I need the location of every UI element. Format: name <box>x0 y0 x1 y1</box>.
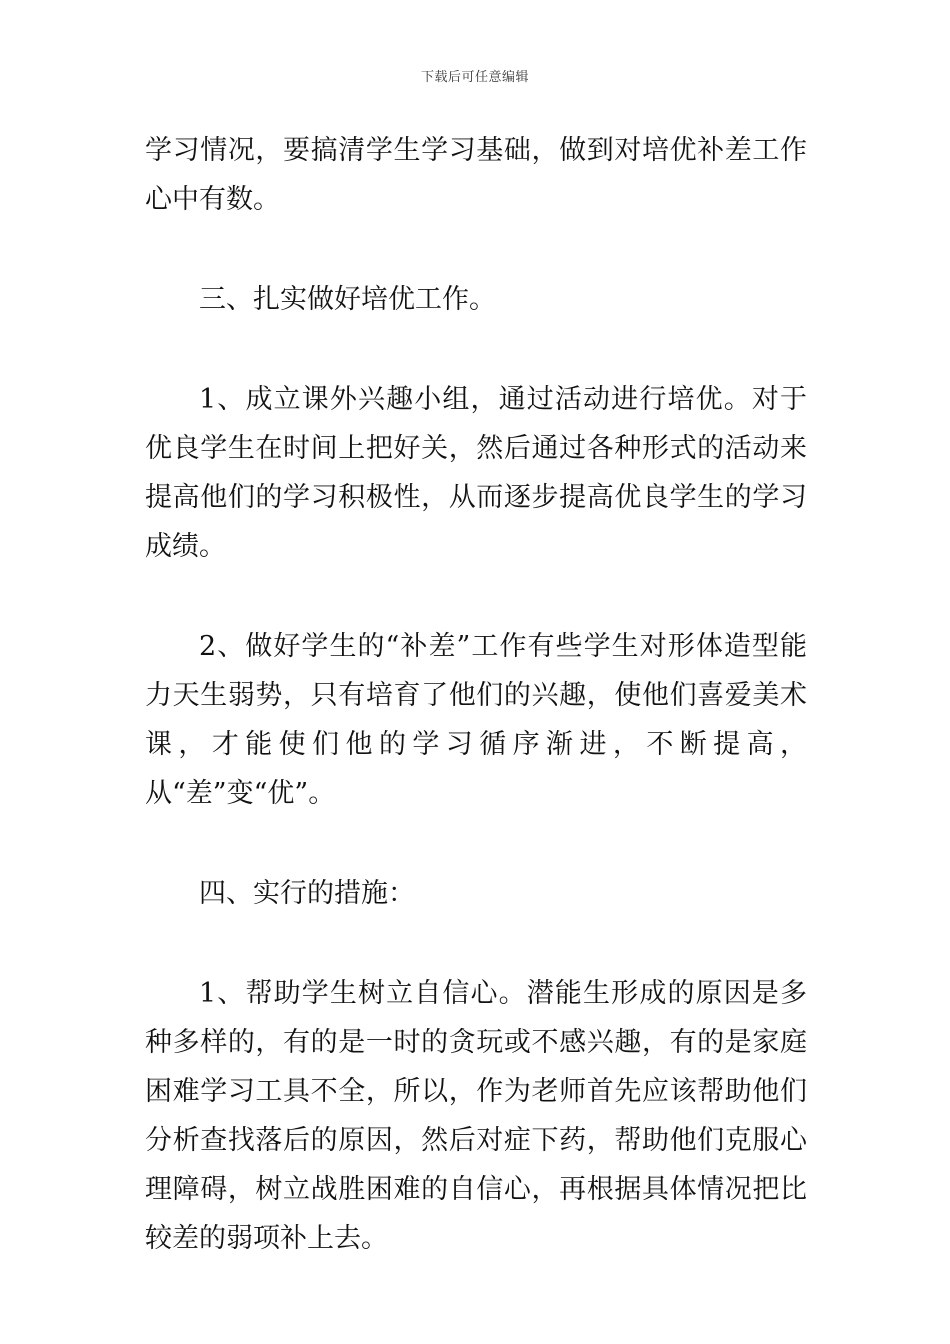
paragraph-continuation: 学习情况，要搞清学生学习基础，做到对培优补差工作心中有数。 <box>145 135 807 215</box>
paragraph-item-2: 2、做好学生的“补差”工作有些学生对形体造型能力天生弱势，只有培育了他们的兴趣，使他们喜爱美术课，才能使们他的学习循序渐进，不断提高，从“差”变“优”。 <box>145 631 807 809</box>
page-header: 下载后可任意编辑 <box>420 70 529 85</box>
section-heading-3: 三、扎实做好培优工作。 <box>199 284 496 315</box>
section-heading-4: 四、实行的措施： <box>199 878 415 909</box>
paragraph-measure-1: 1、帮助学生树立自信心。潜能生形成的原因是多种多样的，有的是一时的贪玩或不感兴趣，有的是家庭困难学习工具不全，所以，作为老师首先应该帮助他们分析查找落后的原因，然后对症下药，帮助他们克服心理障碍，树立战胜困难的自信心，再根据具体情况把比较差的弱项补上去。 <box>145 978 807 1254</box>
document-body <box>145 126 807 1263</box>
paragraph-item-1: 1、成立课外兴趣小组，通过活动进行培优。对于优良学生在时间上把好关，然后通过各种形式的活动来提高他们的学习积极性，从而逐步提高优良学生的学习成绩。 <box>145 384 807 562</box>
